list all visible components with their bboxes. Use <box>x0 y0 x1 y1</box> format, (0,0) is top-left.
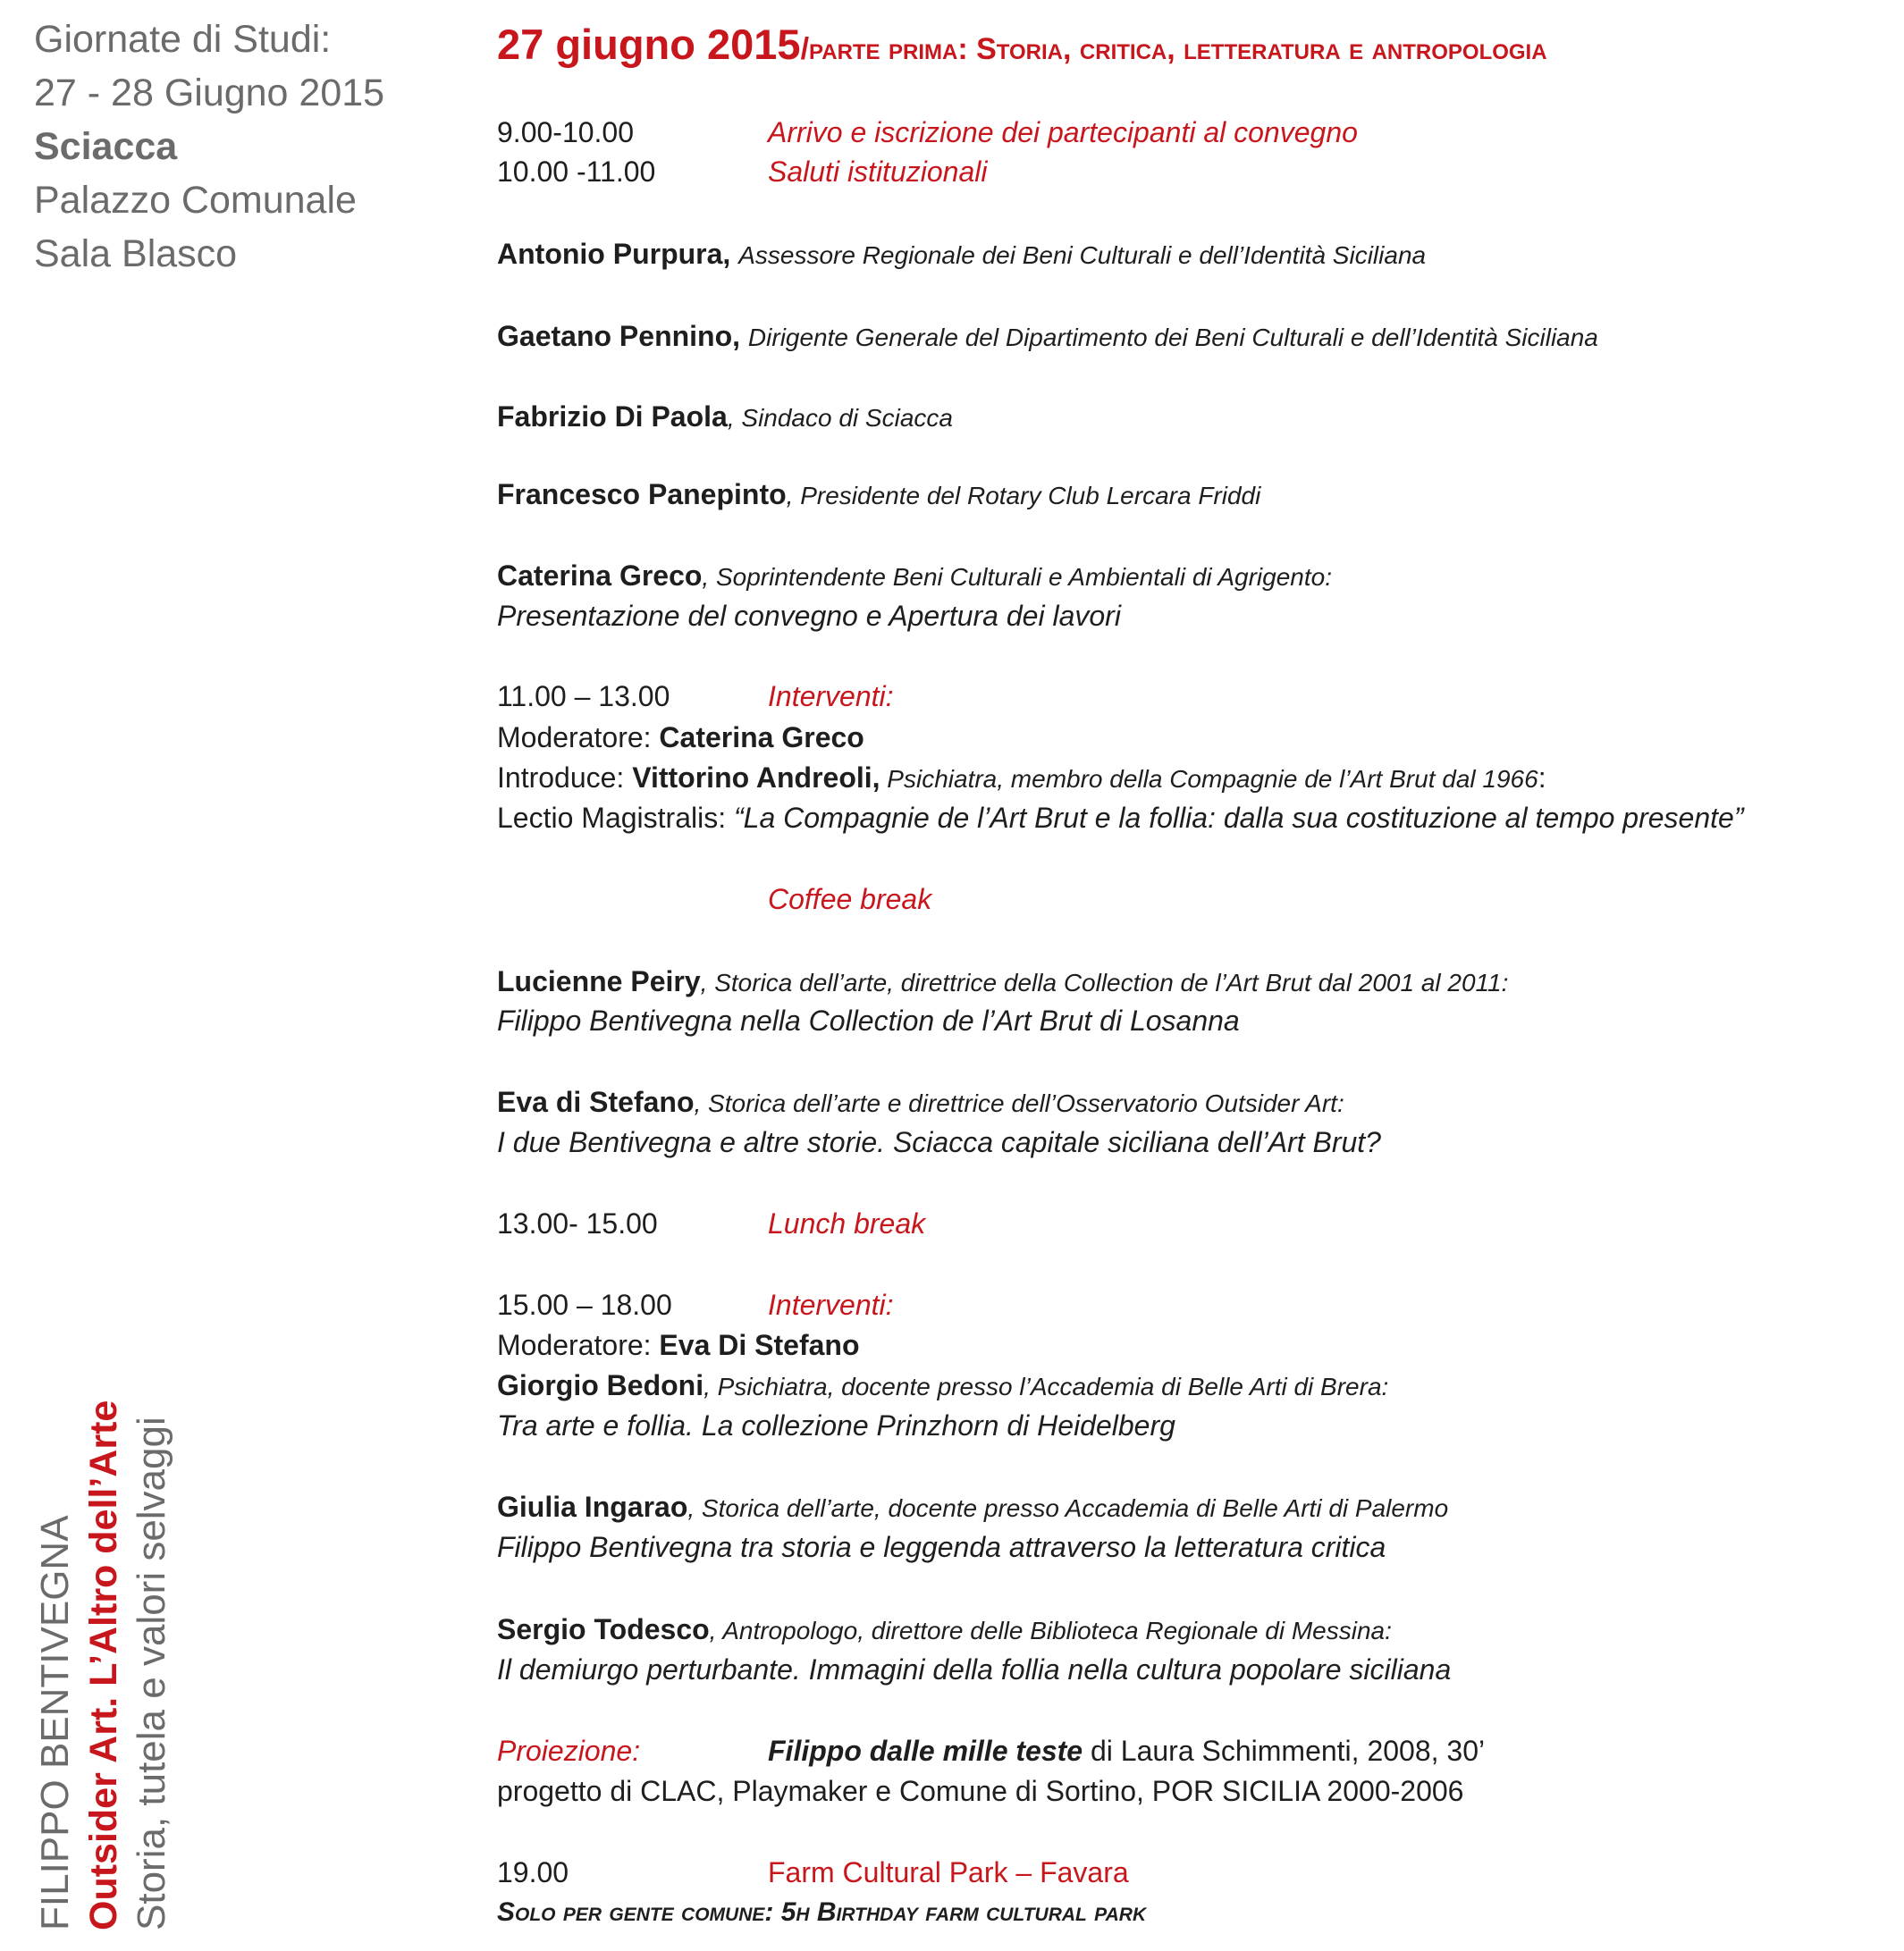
moderator-1 <box>497 718 864 757</box>
artist-name: FILIPPO BENTIVEGNA <box>33 1515 77 1930</box>
speaker-role: , Presidente del Rotary Club Lercara Friddi <box>786 482 1261 509</box>
time: 11.00 – 13.00 <box>497 680 670 712</box>
time: 19.00 <box>497 1856 569 1888</box>
speaker-peiry <box>497 962 1508 1003</box>
speaker-role: , Soprintendente Beni Culturali e Ambientali di Agrigento: <box>702 563 1332 591</box>
lectio-line <box>497 798 1743 837</box>
projection-credits: progetto di CLAC, Playmaker e Comune di Sortino, POR SICILIA 2000-2006 <box>497 1775 1464 1807</box>
time: 10.00 -11.00 <box>497 156 656 188</box>
speaker-role: Assessore Regionale dei Beni Culturali e dell’Identità Siciliana <box>738 241 1427 269</box>
activity: Interventi: <box>768 680 894 712</box>
schedule-row-greetings <box>497 152 988 191</box>
speaker-purpura <box>497 234 1426 275</box>
event-dates: 27 - 28 Giugno 2015 <box>34 71 385 114</box>
speaker-greco <box>497 556 1332 597</box>
schedule-row-session1 <box>497 677 894 716</box>
speaker-distefano <box>497 1082 1344 1123</box>
speaker-panepinto <box>497 475 1260 516</box>
speaker-pennino <box>497 316 1598 357</box>
projection-row <box>497 1731 1486 1770</box>
event-info <box>34 13 384 281</box>
speaker-role: , Psichiatra, docente presso l’Accademia di Belle Arti di Brera: <box>703 1373 1389 1400</box>
speaker-ingarao <box>497 1487 1448 1528</box>
exhibition-subtitle: Storia, tutela e valori selvaggi <box>130 1417 173 1930</box>
projection-credit: di Laura Schimmenti, 2008, 30’ <box>1083 1735 1486 1767</box>
activity: Interventi: <box>768 1289 894 1321</box>
activity: Lunch break <box>768 1207 926 1240</box>
exhibition-title: Outsider Art. L’Altro dell’Arte <box>82 1400 125 1930</box>
event-type: Giornate di Studi: <box>34 18 332 61</box>
moderator-label: Moderatore: <box>497 1329 660 1361</box>
speaker-name: Francesco Panepinto <box>497 478 787 510</box>
speaker-role: , Storica dell’arte, direttrice della Collection de l’Art Brut dal 2001 al 2011: <box>700 969 1509 997</box>
introduce-role: Psichiatra, membro della Compagnie de l’Art Brut dal 1966 <box>880 765 1538 793</box>
introduce-line <box>497 758 1546 799</box>
peiry-talk: Filippo Bentivegna nella Collection de l’Art Brut di Losanna <box>497 1005 1240 1037</box>
speaker-dipaola <box>497 397 953 438</box>
program-heading <box>497 20 1547 69</box>
speaker-role: , Storica dell’arte e direttrice dell’Osservatorio Outsider Art: <box>694 1089 1344 1117</box>
event-city: Sciacca <box>34 125 178 168</box>
moderator-name: Caterina Greco <box>659 721 864 753</box>
vertical-title <box>31 1358 176 1930</box>
bedoni-talk: Tra arte e follia. La collezione Prinzhorn di Heidelberg <box>497 1409 1175 1442</box>
time: 9.00-10.00 <box>497 116 635 148</box>
speaker-name: Fabrizio Di Paola <box>497 400 728 433</box>
speaker-name: Eva di Stefano <box>497 1086 695 1118</box>
distefano-talk: I due Bentivegna e altre storie. Sciacca capitale siciliana dell’Art Brut? <box>497 1126 1381 1158</box>
speaker-role: , Storica dell’arte, docente presso Accademia di Belle Arti di Palermo <box>687 1494 1449 1522</box>
heading-date: 27 giugno 2015 <box>497 21 801 68</box>
schedule-row-arrival <box>497 113 1358 152</box>
moderator-name: Eva Di Stefano <box>659 1329 860 1361</box>
evening-event: Solo per gente comune: 5h Birthday farm cultural park <box>497 1897 1147 1927</box>
speaker-role: , Antropologo, direttore delle Biblioteca Regionale di Messina: <box>709 1617 1392 1644</box>
schedule-row-evening <box>497 1853 1129 1892</box>
speaker-name: Lucienne Peiry <box>497 965 701 997</box>
lectio-label: Lectio Magistralis: <box>497 802 734 834</box>
speaker-bedoni <box>497 1366 1388 1407</box>
projection-label: Proiezione: <box>497 1735 641 1767</box>
moderator-label: Moderatore: <box>497 721 660 753</box>
projection-info <box>768 1731 1485 1770</box>
time: 15.00 – 18.00 <box>497 1289 672 1321</box>
speaker-name: Antonio Purpura, <box>497 238 731 270</box>
schedule-row-lunch <box>497 1204 926 1243</box>
speaker-role: , Sindaco di Sciacca <box>727 404 953 432</box>
speaker-role: Dirigente Generale del Dipartimento dei Beni Culturali e dell’Identità Siciliana <box>747 324 1598 351</box>
greco-talk: Presentazione del convegno e Apertura dei lavori <box>497 600 1121 632</box>
speaker-name: Giorgio Bedoni <box>497 1369 704 1401</box>
projection-title: Filippo dalle mille teste <box>768 1735 1083 1767</box>
speaker-name: Giulia Ingarao <box>497 1491 688 1523</box>
speaker-todesco <box>497 1610 1392 1651</box>
introduce-label: Introduce: <box>497 761 633 794</box>
coffee-break: Coffee break <box>768 883 932 915</box>
activity: Saluti istituzionali <box>768 156 988 188</box>
heading-subtitle: /parte prima: Storia, critica, letteratura e antropologia <box>800 32 1547 66</box>
speaker-name: Gaetano Pennino, <box>497 320 741 352</box>
todesco-talk: Il demiurgo perturbante. Immagini della follia nella cultura popolare siciliana <box>497 1653 1452 1686</box>
schedule-row-session2 <box>497 1285 894 1324</box>
moderator-2 <box>497 1325 859 1365</box>
activity: Farm Cultural Park – Favara <box>768 1856 1129 1888</box>
event-room: Sala Blasco <box>34 232 238 275</box>
activity: Arrivo e iscrizione dei partecipanti al convegno <box>768 116 1358 148</box>
speaker-name: Sergio Todesco <box>497 1613 710 1645</box>
introduce-colon: : <box>1538 761 1546 794</box>
introduce-name: Vittorino Andreoli, <box>632 761 880 794</box>
time: 13.00- 15.00 <box>497 1207 658 1240</box>
lectio-title: “La Compagnie de l’Art Brut e la follia: dalla sua costituzione al tempo presente” <box>733 802 1744 834</box>
event-venue: Palazzo Comunale <box>34 179 357 222</box>
ingarao-talk: Filippo Bentivegna tra storia e leggenda attraverso la letteratura critica <box>497 1531 1386 1563</box>
speaker-name: Caterina Greco <box>497 559 703 592</box>
